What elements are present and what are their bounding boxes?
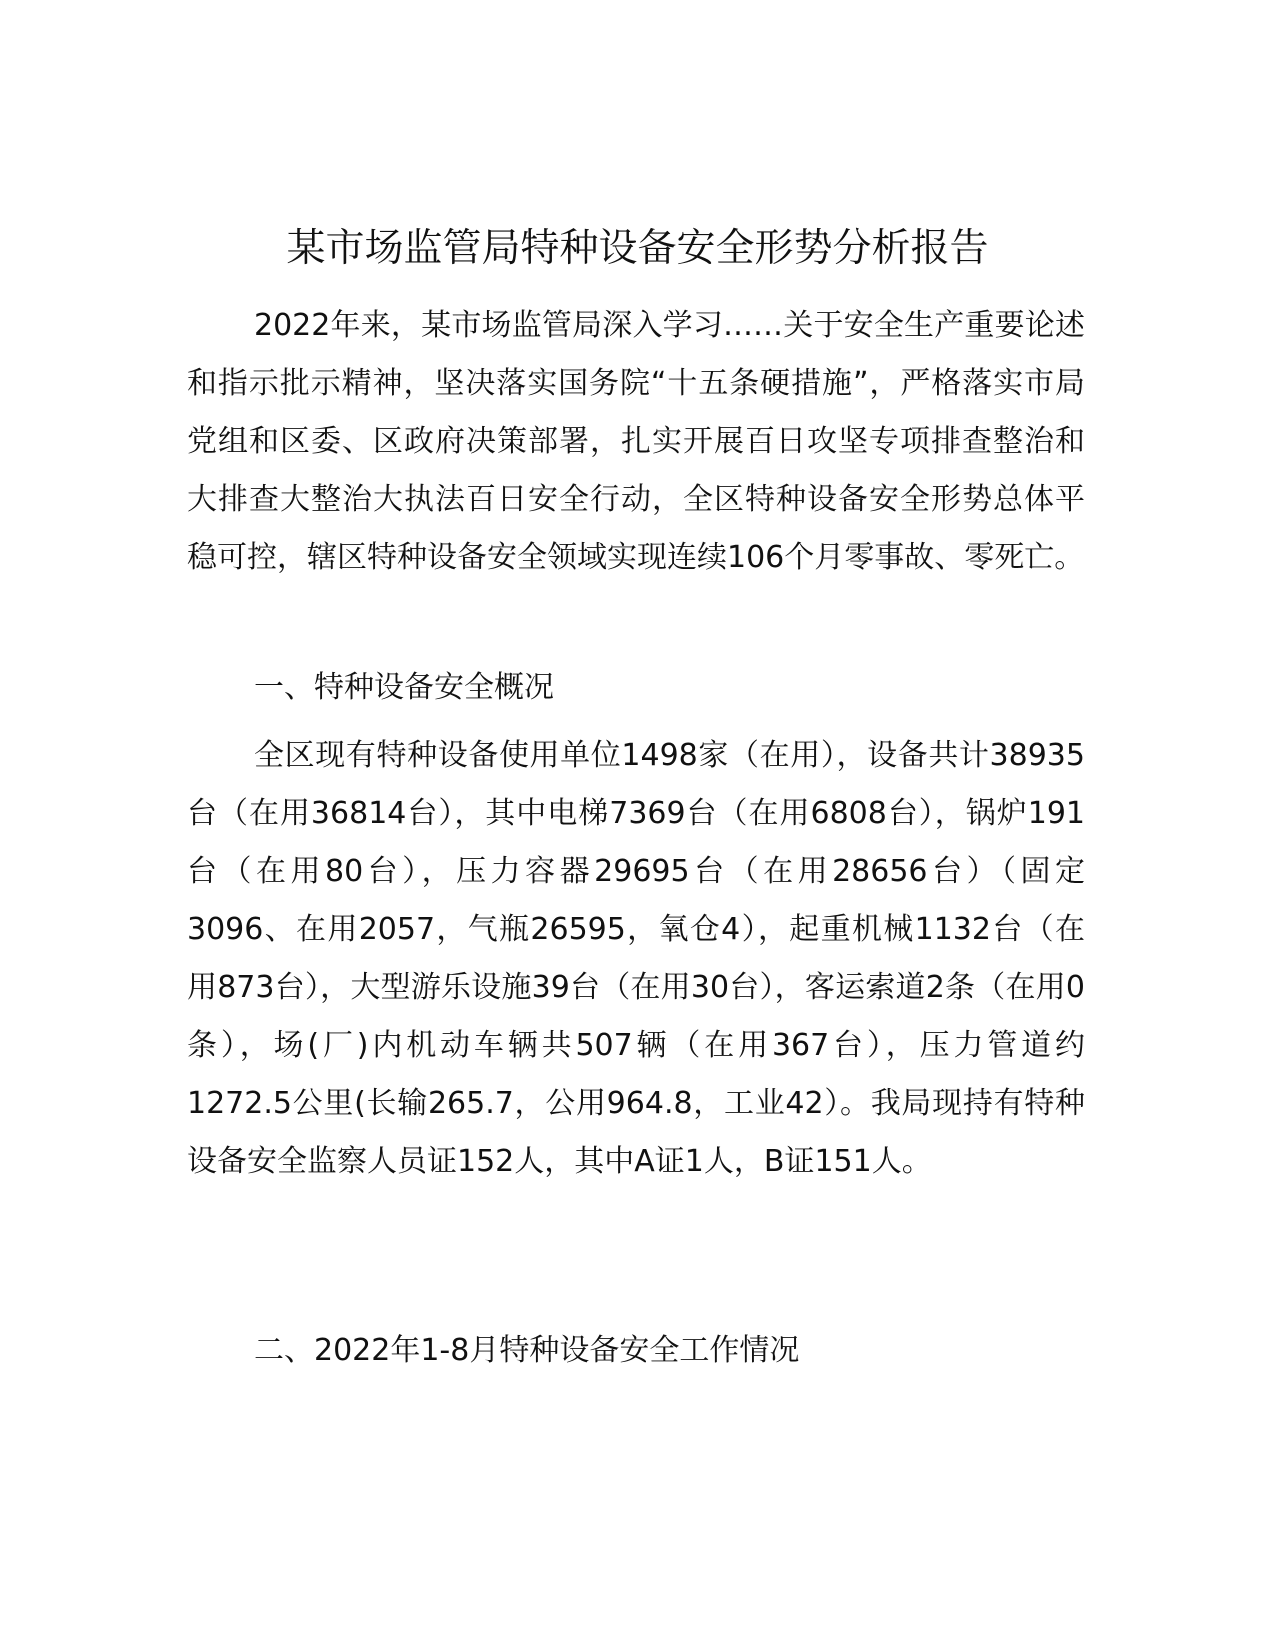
section-heading-work-status: 二、2022年1-8月特种设备安全工作情况 xyxy=(254,1333,800,1368)
intro-paragraph: 2022年来，某市场监管局深入学习……关于安全生产重要论述和指示批示精神，坚决落实国务院“十五条硬措施”，严格落实市局党组和区委、区政府决策部署，扎实开展百日攻坚专项排查整治和大排查大整治大执法百日安全行动，全区特种设备安全形势总体平稳可控，辖区特种设备安全领域实现连续106个月零事故、零死亡。 xyxy=(187,308,1085,575)
section-heading-overview: 一、特种设备安全概况 xyxy=(254,670,554,705)
document-title: 某市场监管局特种设备安全形势分析报告 xyxy=(286,226,989,271)
overview-paragraph: 全区现有特种设备使用单位1498家（在用），设备共计38935台（在用36814台），其中电梯7369台（在用6808台），锅炉191台（在用80台），压力容器29695台（在用28656台）（固定3096、在用2057，气瓶26595，氧仓4），起重机械1132台（在用873台），大型游乐设施39台（在用30台），客运索道2条（在用0条），场(厂)内机动车辆共507辆（在用367台），压力管道约1272.5公里(长输265.7，公用964.8，工业42）。我局现持有特种设备安全监察人员证152人，其中A证1人，B证151人。 xyxy=(187,738,1085,1179)
